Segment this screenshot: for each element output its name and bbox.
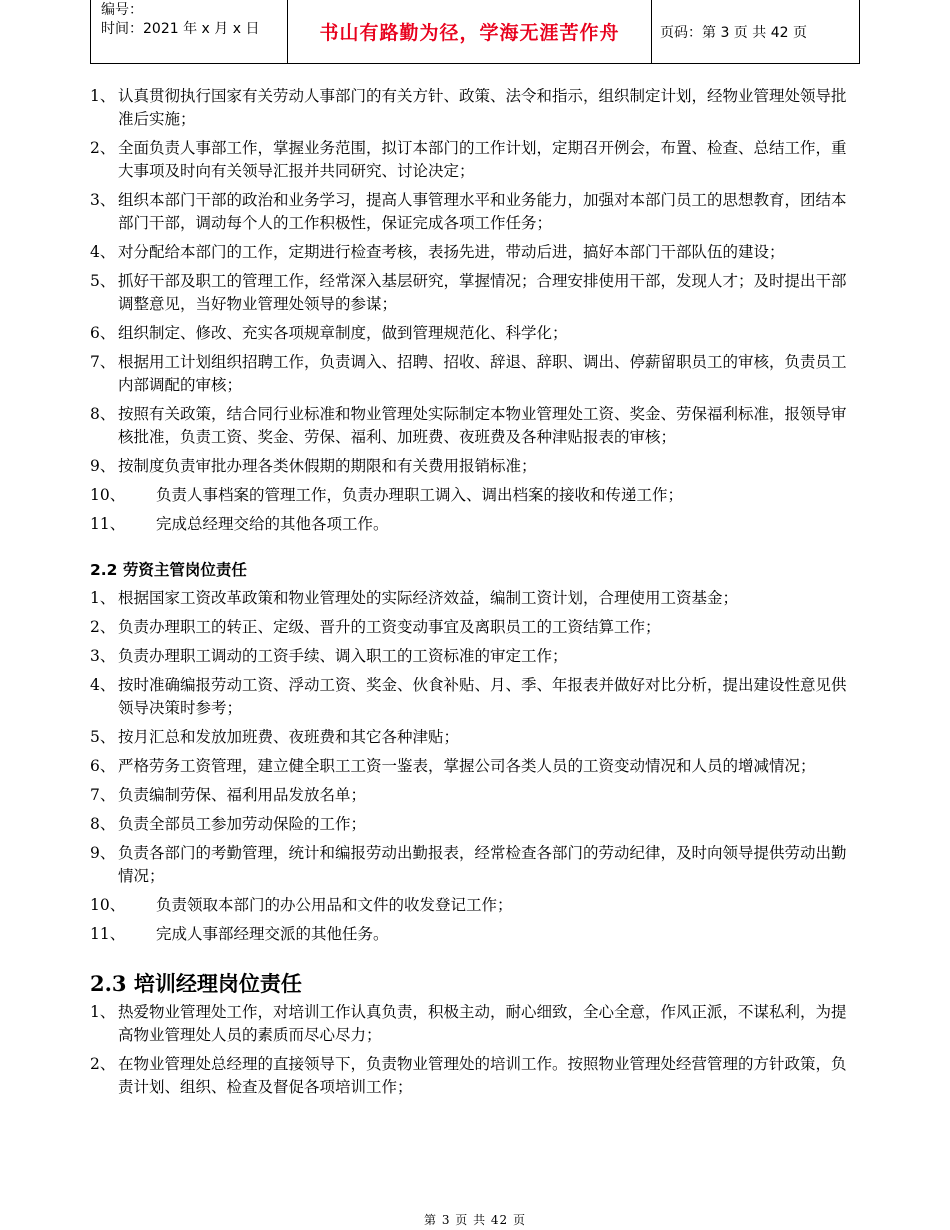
header-meta (91, 0, 288, 63)
list-item-text: 完成总经理交给的其他各项工作。 (156, 515, 389, 533)
list-item (90, 137, 860, 183)
list-item-number: 6、 (90, 324, 116, 342)
list-item-text: 按照有关政策，结合同行业标准和物业管理处实际制定本物业管理处工资、奖金、劳保福利标准，报领导审核批准，负责工资、奖金、劳保、福利、加班费、夜班费及各种津贴报表的审核； (118, 405, 847, 446)
list-item-text: 完成人事部经理交派的其他任务。 (156, 925, 389, 943)
list-item-number: 11、 (90, 925, 126, 943)
list-item-text: 负责办理职工调动的工资手续、调入职工的工资标准的审定工作； (118, 647, 568, 665)
list-item (90, 455, 860, 478)
list-item (90, 189, 860, 235)
list-item (90, 85, 860, 131)
list-item-text: 按制度负责审批办理各类休假期的期限和有关费用报销标准； (118, 457, 537, 475)
list-item-text: 热爱物业管理处工作，对培训工作认真负责，积极主动，耐心细致，全心全意，作风正派，不谋私利，为提高物业管理处人员的素质而尽心尽力； (118, 1003, 847, 1044)
list-item-number: 1、 (90, 87, 116, 105)
list-item-text: 根据用工计划组织招聘工作，负责调入、招聘、招收、辞退、辞职、调出、停薪留职员工的审核，负责员工内部调配的审核； (118, 353, 847, 394)
list-item-text: 负责编制劳保、福利用品发放名单； (118, 786, 367, 804)
list-item-number: 7、 (90, 786, 116, 804)
list-item-text: 根据国家工资改革政策和物业管理处的实际经济效益，编制工资计划，合理使用工资基金； (118, 589, 739, 607)
list-item-number: 3、 (90, 647, 116, 665)
list-item-number: 6、 (90, 757, 116, 775)
list-item-text: 负责领取本部门的办公用品和文件的收发登记工作； (156, 896, 513, 914)
list-item (90, 484, 860, 507)
list-item (90, 674, 860, 720)
list-item-number: 11、 (90, 515, 126, 533)
list-item-number: 3、 (90, 191, 116, 209)
list-item-text: 负责人事档案的管理工作，负责办理职工调入、调出档案的接收和传递工作； (156, 486, 684, 504)
list-item-text: 按时准确编报劳动工资、浮动工资、奖金、伙食补贴、月、季、年报表并做好对比分析，提出建设性意见供领导决策时参考； (118, 676, 847, 717)
list-item-text: 负责各部门的考勤管理，统计和编报劳动出勤报表，经常检查各部门的劳动纪律，及时向领导提供劳动出勤情况； (118, 844, 847, 885)
page-header (90, 0, 860, 64)
list-item-number: 5、 (90, 728, 116, 746)
list-item (90, 270, 860, 316)
list-item (90, 842, 860, 888)
list-item (90, 784, 860, 807)
list-item-text: 对分配给本部门的工作，定期进行检查考核，表扬先进，带动后进，搞好本部门干部队伍的建设； (118, 243, 785, 261)
list-item (90, 755, 860, 778)
list-item-number: 9、 (90, 844, 116, 862)
list-item (90, 894, 860, 917)
list-item-number: 8、 (90, 815, 116, 833)
list-item-number: 10、 (90, 486, 126, 504)
list-item (90, 616, 860, 639)
list-item-text: 负责全部员工参加劳动保险的工作； (118, 815, 367, 833)
list-item (90, 403, 860, 449)
list-item (90, 241, 860, 264)
number-label: 编号： (101, 2, 143, 18)
list-item-number: 1、 (90, 589, 116, 607)
list-item-number: 8、 (90, 405, 116, 423)
list-item-number: 1、 (90, 1003, 116, 1021)
list-item-number: 7、 (90, 353, 116, 371)
page-footer: 第 3 页 共 42 页 (424, 1213, 526, 1227)
list-item-text: 组织本部门干部的政治和业务学习，提高人事管理水平和业务能力，加强对本部门员工的思想教育，团结本部门干部，调动每个人的工作积极性，保证完成各项工作任务； (118, 191, 847, 232)
list-item-text: 负责办理职工的转正、定级、晋升的工资变动事宜及离职员工的工资结算工作； (118, 618, 661, 636)
list-item-number: 5、 (90, 272, 116, 290)
section-title-training: 2.3 培训经理岗位责任 (90, 971, 302, 996)
list-item (90, 322, 860, 345)
list-item-number: 2、 (90, 139, 116, 157)
list-item-number: 10、 (90, 896, 126, 914)
list-item-number: 9、 (90, 457, 116, 475)
list-item-text: 全面负责人事部工作，掌握业务范围，拟订本部门的工作计划，定期召开例会，布置、检查、总结工作，重大事项及时向有关领导汇报并共同研究、讨论决定； (118, 139, 847, 180)
document-body (90, 85, 860, 1105)
section-hr-manager (90, 85, 860, 536)
list-item-number: 2、 (90, 618, 116, 636)
list-item-text: 组织制定、修改、充实各项规章制度，做到管理规范化、科学化； (118, 324, 568, 342)
list-item (90, 351, 860, 397)
list-item-number: 4、 (90, 676, 116, 694)
time-label: 时间：2021 年 x 月 x 日 (101, 21, 260, 37)
header-motto: 书山有路勤为径，学海无涯苦作舟 (288, 0, 652, 63)
section-payroll (90, 587, 860, 946)
list-item (90, 726, 860, 749)
section-title-payroll: 2.2 劳资主管岗位责任 (90, 561, 247, 579)
list-item (90, 1053, 860, 1099)
list-item (90, 645, 860, 668)
list-item-text: 严格劳务工资管理，建立健全职工工资一鉴表，掌握公司各类人员的工资变动情况和人员的增减情况； (118, 757, 816, 775)
section-training (90, 1001, 860, 1099)
list-item (90, 513, 860, 536)
list-item-number: 4、 (90, 243, 116, 261)
list-item-text: 认真贯彻执行国家有关劳动人事部门的有关方针、政策、法令和指示，组织制定计划，经物业管理处领导批准后实施； (118, 87, 847, 128)
list-item (90, 587, 860, 610)
header-page-label: 页码：第 3 页 共 42 页 (660, 24, 807, 41)
list-item (90, 1001, 860, 1047)
list-item-text: 抓好干部及职工的管理工作，经常深入基层研究，掌握情况；合理安排使用干部，发现人才；及时提出干部调整意见，当好物业管理处领导的参谋； (118, 272, 847, 313)
list-item-text: 在物业管理处总经理的直接领导下，负责物业管理处的培训工作。按照物业管理处经营管理的方针政策，负责计划、组织、检查及督促各项培训工作； (118, 1055, 847, 1096)
list-item-text: 按月汇总和发放加班费、夜班费和其它各种津贴； (118, 728, 460, 746)
list-item-number: 2、 (90, 1055, 116, 1073)
list-item (90, 923, 860, 946)
list-item (90, 813, 860, 836)
